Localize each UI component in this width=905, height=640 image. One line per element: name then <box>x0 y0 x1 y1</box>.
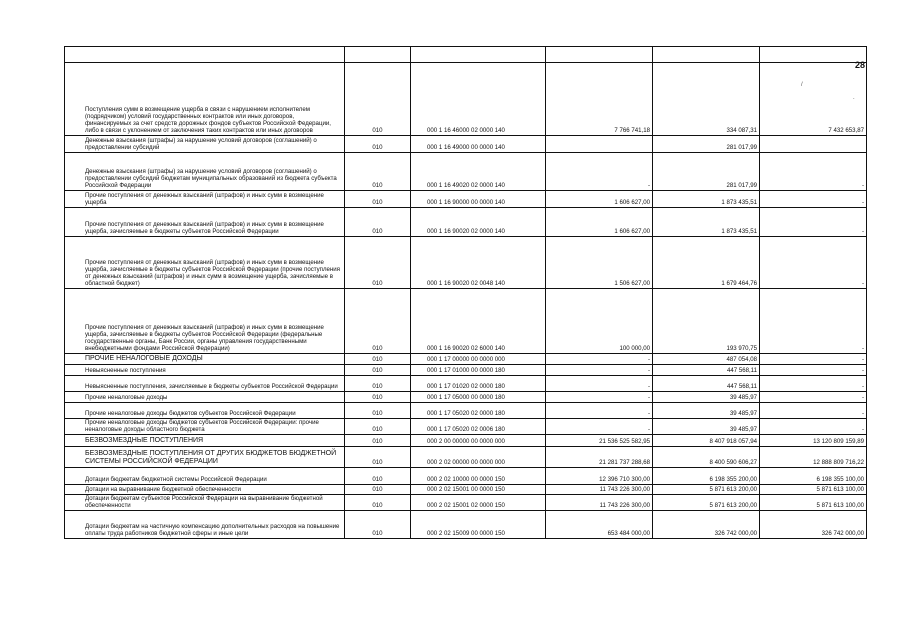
row-approved-amount <box>546 136 653 153</box>
row-line-code: 010 <box>345 447 411 468</box>
row-budget-code: 000 2 02 00000 00 0000 000 <box>411 447 546 468</box>
row-approved-amount: 21 281 737 288,68 <box>546 447 653 468</box>
row-executed-amount: 8 400 590 606,27 <box>653 447 760 468</box>
row-budget-code: 000 2 02 10000 00 0000 150 <box>411 468 546 485</box>
row-executed-amount: 1 873 435,51 <box>653 208 760 237</box>
row-budget-code: 000 2 02 15001 00 0000 150 <box>411 485 546 495</box>
scan-mark: . <box>853 95 855 101</box>
row-line-code: 010 <box>345 495 411 511</box>
row-unexecuted-amount: 13 120 809 159,89 <box>760 435 867 447</box>
table-row <box>65 485 867 495</box>
row-line-code: 010 <box>345 392 411 403</box>
row-line-code: 010 <box>345 468 411 485</box>
row-unexecuted-amount: - <box>760 289 867 354</box>
table-row <box>65 447 867 468</box>
row-line-code: 010 <box>345 485 411 495</box>
row-executed-amount: 334 087,31 <box>653 63 760 136</box>
table-row <box>65 153 867 191</box>
row-budget-code: 000 2 02 15009 00 0000 150 <box>411 511 546 539</box>
row-executed-amount: 39 485,97 <box>653 403 760 419</box>
row-executed-amount: 281 017,99 <box>653 136 760 153</box>
row-budget-code: 000 1 17 05000 00 0000 180 <box>411 392 546 403</box>
row-name: Денежные взыскания (штрафы) за нарушение условий договоров (соглашений) о предоставлении субсидий <box>65 136 345 153</box>
row-approved-amount: 100 000,00 <box>546 289 653 354</box>
row-name: Дотации бюджетам субъектов Российской Федерации на выравнивание бюджетной обеспеченности <box>65 495 345 511</box>
row-line-code: 010 <box>345 191 411 208</box>
row-executed-amount: 39 485,97 <box>653 419 760 435</box>
row-line-code: 010 <box>345 403 411 419</box>
table-row <box>65 365 867 376</box>
row-executed-amount: 326 742 000,00 <box>653 511 760 539</box>
row-approved-amount: - <box>546 392 653 403</box>
row-name: Невыясненные поступления <box>65 365 345 376</box>
row-approved-amount: 12 396 710 300,00 <box>546 468 653 485</box>
row-unexecuted-amount: - <box>760 403 867 419</box>
revenue-report-table <box>64 46 867 539</box>
row-unexecuted-amount: - <box>760 392 867 403</box>
table-row <box>65 419 867 435</box>
row-line-code: 010 <box>345 376 411 392</box>
table-row <box>65 403 867 419</box>
row-approved-amount: 11 743 226 300,00 <box>546 485 653 495</box>
row-line-code: 010 <box>345 365 411 376</box>
row-unexecuted-amount: - <box>760 419 867 435</box>
row-name: Дотации бюджетам бюджетной системы Российской Федерации <box>65 468 345 485</box>
row-name: Поступления сумм в возмещение ущерба в связи с нарушением исполнителем (подрядчиком) условий государственных контрактов или иных договоров, финансируемых за счет средств дорожных фондов субъектов Российской Федерации, либо в связи с уклонением от заключения таких контрактов или иных договоров <box>65 63 345 136</box>
row-line-code: 010 <box>345 289 411 354</box>
row-approved-amount: - <box>546 354 653 365</box>
row-executed-amount: 1 679 464,76 <box>653 237 760 289</box>
row-approved-amount: 11 743 226 300,00 <box>546 495 653 511</box>
table-row <box>65 495 867 511</box>
row-line-code: 010 <box>345 153 411 191</box>
row-unexecuted-amount: - <box>760 191 867 208</box>
table-row <box>65 289 867 354</box>
row-budget-code: 000 2 00 00000 00 0000 000 <box>411 435 546 447</box>
row-unexecuted-amount: - <box>760 376 867 392</box>
row-line-code: 010 <box>345 63 411 136</box>
row-approved-amount: - <box>546 403 653 419</box>
row-budget-code: 000 1 16 90020 02 0000 140 <box>411 208 546 237</box>
row-unexecuted-amount: - <box>760 208 867 237</box>
row-executed-amount: 8 407 918 057,94 <box>653 435 760 447</box>
row-unexecuted-amount: 5 871 613 100,00 <box>760 485 867 495</box>
row-executed-amount: 447 568,11 <box>653 376 760 392</box>
row-unexecuted-amount: 6 198 355 100,00 <box>760 468 867 485</box>
row-approved-amount: 1 606 627,00 <box>546 191 653 208</box>
row-budget-code: 000 1 17 01020 02 0000 180 <box>411 376 546 392</box>
row-name: Прочие неналоговые доходы <box>65 392 345 403</box>
row-budget-code: 000 1 16 46000 02 0000 140 <box>411 63 546 136</box>
row-executed-amount: 6 198 355 200,00 <box>653 468 760 485</box>
row-name: Прочие неналоговые доходы бюджетов субъектов Российской Федерации <box>65 403 345 419</box>
row-budget-code: 000 1 17 00000 00 0000 000 <box>411 354 546 365</box>
row-unexecuted-amount: 326 742 000,00 <box>760 511 867 539</box>
row-executed-amount: 281 017,99 <box>653 153 760 191</box>
row-line-code: 010 <box>345 208 411 237</box>
row-name: Денежные взыскания (штрафы) за нарушение условий договоров (соглашений) о предоставлении субсидий бюджетам муниципальных образований из бюджета субъекта Российской Федерации <box>65 153 345 191</box>
row-executed-amount: 39 485,97 <box>653 392 760 403</box>
row-executed-amount: 1 873 435,51 <box>653 191 760 208</box>
row-name: Прочие поступления от денежных взысканий (штрафов) и иных сумм в возмещение ущерба, зачисляемые в бюджеты субъектов Российской Федерации (федеральные государственные органы, Банк России, органы управления государственными внебюджетными фондами Российской Федерации) <box>65 289 345 354</box>
row-name: Прочие поступления от денежных взысканий (штрафов) и иных сумм в возмещение ущерба, зачисляемые в бюджеты субъектов Российской Федерации <box>65 208 345 237</box>
table-row <box>65 392 867 403</box>
row-budget-code: 000 1 16 90020 02 6000 140 <box>411 289 546 354</box>
table-row <box>65 136 867 153</box>
row-name: Прочие поступления от денежных взысканий (штрафов) и иных сумм в возмещение ущерба <box>65 191 345 208</box>
row-name: Невыясненные поступления, зачисляемые в бюджеты субъектов Российской Федерации <box>65 376 345 392</box>
row-name: Прочие поступления от денежных взысканий (штрафов) и иных сумм в возмещение ущерба, зачисляемые в бюджеты субъектов Российской Федерации (прочие поступления от денежных взысканий (штрафов) и иных сумм в возмещение ущерба, зачисляемые в областной бюджет) <box>65 237 345 289</box>
row-approved-amount: - <box>546 365 653 376</box>
row-budget-code: 000 1 17 05020 02 0000 180 <box>411 403 546 419</box>
row-unexecuted-amount: - <box>760 354 867 365</box>
row-budget-code: 000 2 02 15001 02 0000 150 <box>411 495 546 511</box>
row-budget-code: 000 1 17 05020 02 0006 180 <box>411 419 546 435</box>
row-approved-amount: - <box>546 153 653 191</box>
row-name: Дотации бюджетам на частичную компенсацию дополнительных расходов на повышение оплаты труда работников бюджетной сферы и иные цели <box>65 511 345 539</box>
row-name: БЕЗВОЗМЕЗДНЫЕ ПОСТУПЛЕНИЯ <box>65 435 345 447</box>
row-budget-code: 000 1 16 49000 00 0000 140 <box>411 136 546 153</box>
table-continuation-row <box>65 47 867 63</box>
row-name: Прочие неналоговые доходы бюджетов субъектов Российской Федерации: прочие неналоговые доходы областного бюджета <box>65 419 345 435</box>
row-unexecuted-amount: 12 888 809 716,22 <box>760 447 867 468</box>
row-unexecuted-amount: 7 432 653,87 <box>760 63 867 136</box>
table-row <box>65 435 867 447</box>
scan-mark: / <box>801 82 803 88</box>
row-line-code: 010 <box>345 511 411 539</box>
row-approved-amount: 1 506 627,00 <box>546 237 653 289</box>
row-approved-amount: 21 536 525 582,95 <box>546 435 653 447</box>
row-budget-code: 000 1 16 90000 00 0000 140 <box>411 191 546 208</box>
table-row <box>65 63 867 136</box>
row-approved-amount: 1 606 627,00 <box>546 208 653 237</box>
row-unexecuted-amount: - <box>760 153 867 191</box>
row-line-code: 010 <box>345 237 411 289</box>
row-approved-amount: 653 484 000,00 <box>546 511 653 539</box>
row-executed-amount: 487 054,08 <box>653 354 760 365</box>
table-row <box>65 191 867 208</box>
row-budget-code: 000 1 17 01000 00 0000 180 <box>411 365 546 376</box>
row-unexecuted-amount: - <box>760 237 867 289</box>
row-executed-amount: 5 871 613 200,00 <box>653 495 760 511</box>
row-line-code: 010 <box>345 136 411 153</box>
row-line-code: 010 <box>345 435 411 447</box>
row-executed-amount: 193 970,75 <box>653 289 760 354</box>
row-executed-amount: 5 871 613 200,00 <box>653 485 760 495</box>
row-approved-amount: 7 766 741,18 <box>546 63 653 136</box>
table-row <box>65 376 867 392</box>
row-unexecuted-amount: 5 871 613 100,00 <box>760 495 867 511</box>
row-name: ПРОЧИЕ НЕНАЛОГОВЫЕ ДОХОДЫ <box>65 354 345 365</box>
row-unexecuted-amount <box>760 136 867 153</box>
row-name: БЕЗВОЗМЕЗДНЫЕ ПОСТУПЛЕНИЯ ОТ ДРУГИХ БЮДЖЕТОВ БЮДЖЕТНОЙ СИСТЕМЫ РОССИЙСКОЙ ФЕДЕРАЦИИ <box>65 447 345 468</box>
row-line-code: 010 <box>345 354 411 365</box>
page-number: 28 <box>855 60 866 70</box>
row-executed-amount: 447 568,11 <box>653 365 760 376</box>
row-budget-code: 000 1 16 90020 02 0048 140 <box>411 237 546 289</box>
table-row <box>65 237 867 289</box>
row-approved-amount: - <box>546 376 653 392</box>
row-name: Дотации на выравнивание бюджетной обеспеченности <box>65 485 345 495</box>
row-budget-code: 000 1 16 49020 02 0000 140 <box>411 153 546 191</box>
row-approved-amount: - <box>546 419 653 435</box>
table-row <box>65 511 867 539</box>
table-row <box>65 354 867 365</box>
table-row <box>65 208 867 237</box>
row-line-code: 010 <box>345 419 411 435</box>
row-unexecuted-amount: - <box>760 365 867 376</box>
table-row <box>65 468 867 485</box>
